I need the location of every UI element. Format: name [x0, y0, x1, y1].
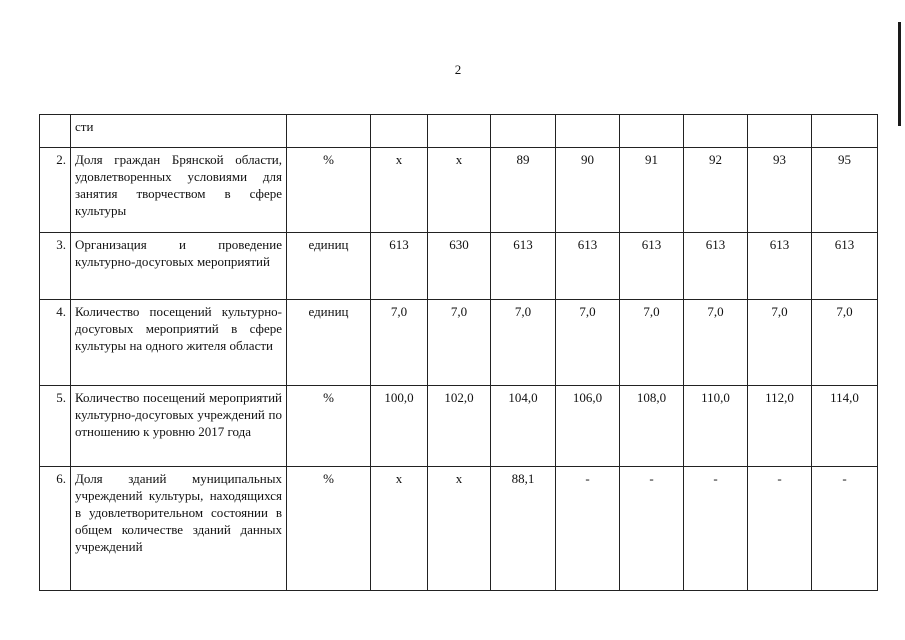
indicator-name-cell: Количество посещений мероприятий культурно-досуговых учреждений по отношению к уровню 2017 года [71, 386, 287, 467]
indicators-table [39, 114, 878, 591]
value-cell: 613 [620, 233, 684, 300]
value-cell: 95 [812, 148, 878, 233]
value-cell: х [371, 467, 428, 591]
value-cell: 7,0 [812, 300, 878, 386]
value-cell: х [428, 148, 491, 233]
value-cell [748, 115, 812, 148]
value-cell: 7,0 [491, 300, 556, 386]
value-cell: 613 [812, 233, 878, 300]
value-cell: 7,0 [620, 300, 684, 386]
table-row [40, 467, 878, 591]
value-cell [371, 115, 428, 148]
unit-cell: % [287, 386, 371, 467]
value-cell: 106,0 [556, 386, 620, 467]
table-row [40, 386, 878, 467]
indicator-name-cell: Доля зданий муниципальных учреждений культуры, находящихся в удовлетворительном состоянии в общем количестве зданий данных учреждений [71, 467, 287, 591]
page-number: 2 [454, 62, 462, 77]
indicator-name-cell: Доля граждан Брянской области, удовлетворенных условиями для занятия творчеством в сфере культуры [71, 148, 287, 233]
value-cell: - [684, 467, 748, 591]
unit-cell: единиц [287, 233, 371, 300]
value-cell: - [620, 467, 684, 591]
value-cell: 7,0 [428, 300, 491, 386]
value-cell: 90 [556, 148, 620, 233]
value-cell: 100,0 [371, 386, 428, 467]
table-row [40, 148, 878, 233]
value-cell [684, 115, 748, 148]
indicator-name-cell: Организация и проведение культурно-досуговых мероприятий [71, 233, 287, 300]
table-row [40, 115, 878, 148]
value-cell: 88,1 [491, 467, 556, 591]
unit-cell: % [287, 467, 371, 591]
unit-cell: единиц [287, 300, 371, 386]
value-cell: 7,0 [748, 300, 812, 386]
value-cell [812, 115, 878, 148]
row-number-cell: 5. [40, 386, 71, 467]
value-cell: 92 [684, 148, 748, 233]
value-cell: - [748, 467, 812, 591]
value-cell: 7,0 [371, 300, 428, 386]
indicator-name-cell: сти [71, 115, 287, 148]
value-cell: 613 [748, 233, 812, 300]
row-number-cell [40, 115, 71, 148]
value-cell: 108,0 [620, 386, 684, 467]
value-cell: 613 [684, 233, 748, 300]
unit-cell: % [287, 148, 371, 233]
value-cell: 613 [491, 233, 556, 300]
value-cell: 91 [620, 148, 684, 233]
row-number-cell: 2. [40, 148, 71, 233]
value-cell: 112,0 [748, 386, 812, 467]
value-cell [491, 115, 556, 148]
value-cell [556, 115, 620, 148]
value-cell: 613 [556, 233, 620, 300]
value-cell: - [812, 467, 878, 591]
value-cell [428, 115, 491, 148]
value-cell: 104,0 [491, 386, 556, 467]
value-cell: 110,0 [684, 386, 748, 467]
unit-cell [287, 115, 371, 148]
value-cell: 7,0 [684, 300, 748, 386]
indicators-table-body [40, 115, 878, 591]
value-cell [620, 115, 684, 148]
row-number-cell: 3. [40, 233, 71, 300]
value-cell: х [371, 148, 428, 233]
value-cell: 114,0 [812, 386, 878, 467]
row-number-cell: 4. [40, 300, 71, 386]
value-cell: 102,0 [428, 386, 491, 467]
value-cell: 89 [491, 148, 556, 233]
value-cell: 613 [371, 233, 428, 300]
value-cell: - [556, 467, 620, 591]
table-row [40, 300, 878, 386]
indicator-name-cell: Количество посещений культурно-досуговых мероприятий в сфере культуры на одного жителя области [71, 300, 287, 386]
value-cell: 93 [748, 148, 812, 233]
value-cell: 630 [428, 233, 491, 300]
table-row [40, 233, 878, 300]
value-cell: 7,0 [556, 300, 620, 386]
scan-edge-mark [898, 22, 901, 126]
row-number-cell: 6. [40, 467, 71, 591]
value-cell: х [428, 467, 491, 591]
